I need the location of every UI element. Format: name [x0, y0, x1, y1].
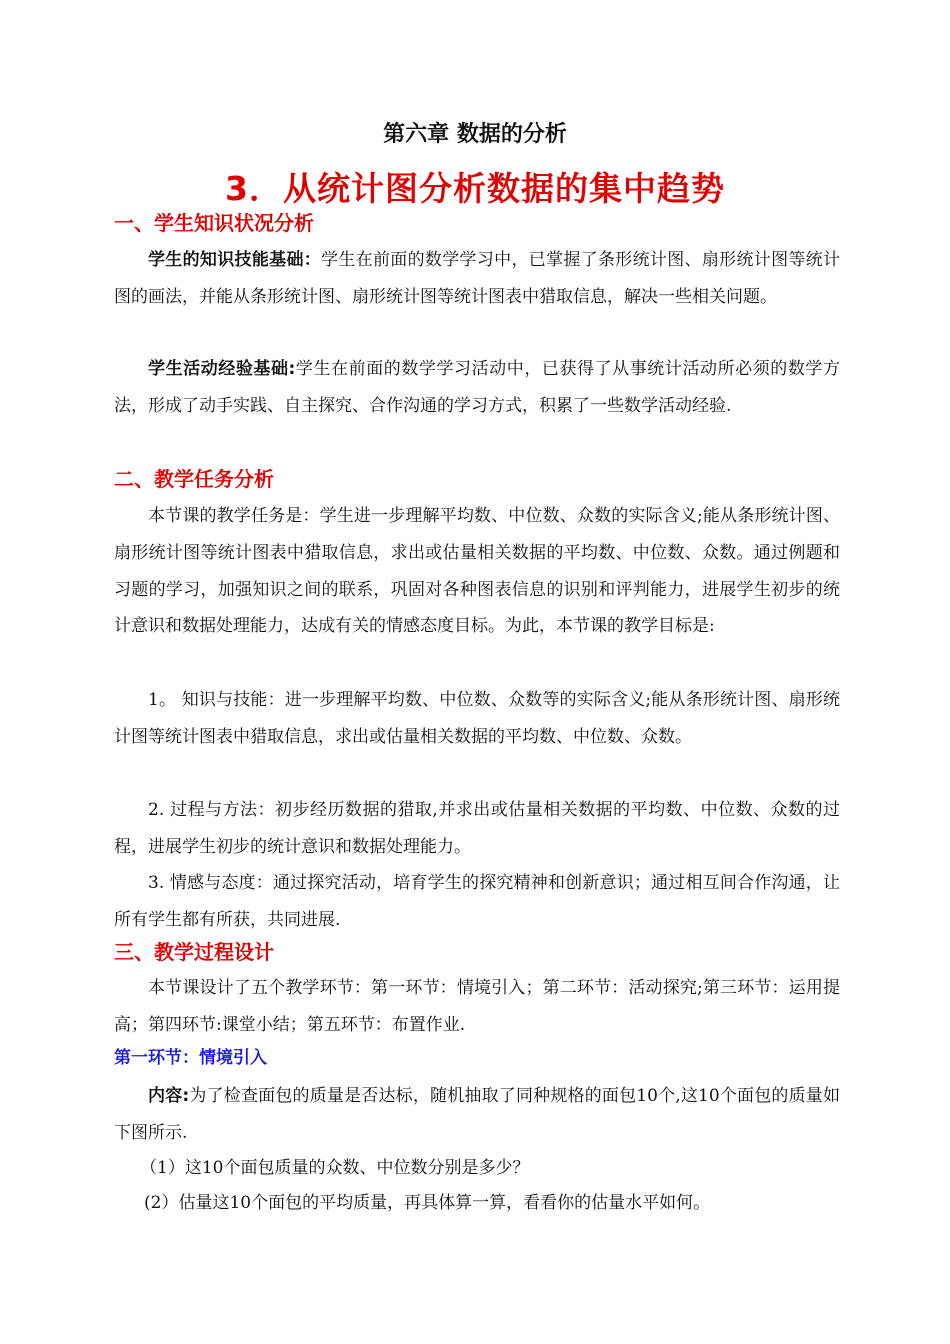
- subheading-step1: 第一环节：情境引入: [114, 1048, 267, 1068]
- section-heading-process-design: 三、教学过程设计: [114, 940, 274, 964]
- paragraph-lead: 学生的知识技能基础：: [148, 250, 322, 270]
- paragraph-lead: 学生活动经验基础:: [148, 359, 296, 379]
- paragraph-knowledge-skills: [114, 242, 840, 316]
- question-1: （1）这10个面包质量的众数、中位数分别是多少？: [140, 1158, 530, 1178]
- goal-process-method: 2. 过程与方法：初步经历数据的猎取,并求出或估量相关数据的平均数、中位数、众数的过程，进展学生初步的统计意识和数据处理能力。: [114, 800, 840, 857]
- goal-knowledge-skills: 1。 知识与技能：进一步理解平均数、中位数、众数等的实际含义;能从条形统计图、扇形统计图等统计图表中猎取信息，求出或估量相关数据的平均数、中位数、众数。: [114, 690, 840, 747]
- paragraph-text: 学生在前面的数学学习活动中，已获得了从事统计活动所必须的数学方法，形成了动手实践、自主探究、合作沟通的学习方式，积累了一些数学活动经验.: [114, 359, 840, 416]
- paragraph-text: 为了检查面包的质量是否达标，随机抽取了同种规格的面包10个,这10个面包的质量如下图所示.: [114, 1086, 840, 1143]
- lesson-title: 3．从统计图分析数据的集中趋势: [225, 169, 725, 208]
- paragraph-text: 学生在前面的数学学习中，已掌握了条形统计图、扇形统计图等统计图的画法，并能从条形统计图、扇形统计图等统计图表中猎取信息，解决一些相关问题。: [114, 250, 840, 307]
- paragraph-process-overview: 本节课设计了五个教学环节：第一环节：情境引入；第二环节：活动探究;第三环节：运用提高；第四环节:课堂小结；第五环节：布置作业.: [114, 978, 840, 1035]
- paragraph-lead: 内容:: [148, 1086, 190, 1106]
- section-heading-student-analysis: 一、学生知识状况分析: [114, 211, 314, 235]
- goal-emotion-attitude: 3. 情感与态度：通过探究活动，培育学生的探究精神和创新意识；通过相互间合作沟通，让所有学生都有所获，共同进展.: [114, 873, 840, 930]
- question-2: (2）估量这10个面包的平均质量，再具体算一算，看看你的估量水平如何。: [144, 1193, 711, 1213]
- paragraph-activity-experience: [114, 351, 840, 425]
- paragraph-content: [114, 1078, 840, 1152]
- chapter-title: 第六章 数据的分析: [383, 122, 567, 147]
- paragraph-teaching-task: 本节课的教学任务是：学生进一步理解平均数、中位数、众数的实际含义;能从条形统计图、扇形统计图等统计图表中猎取信息，求出或估量相关数据的平均数、中位数、众数。通过例题和习题的学习，加强知识之间的联系，巩固对各种图表信息的识别和评判能力，进展学生初步的统计意识和数据处理能力，达成有关的情感态度目标。为此，本节课的教学目标是:: [114, 506, 840, 637]
- section-heading-task-analysis: 二、教学任务分析: [114, 467, 274, 491]
